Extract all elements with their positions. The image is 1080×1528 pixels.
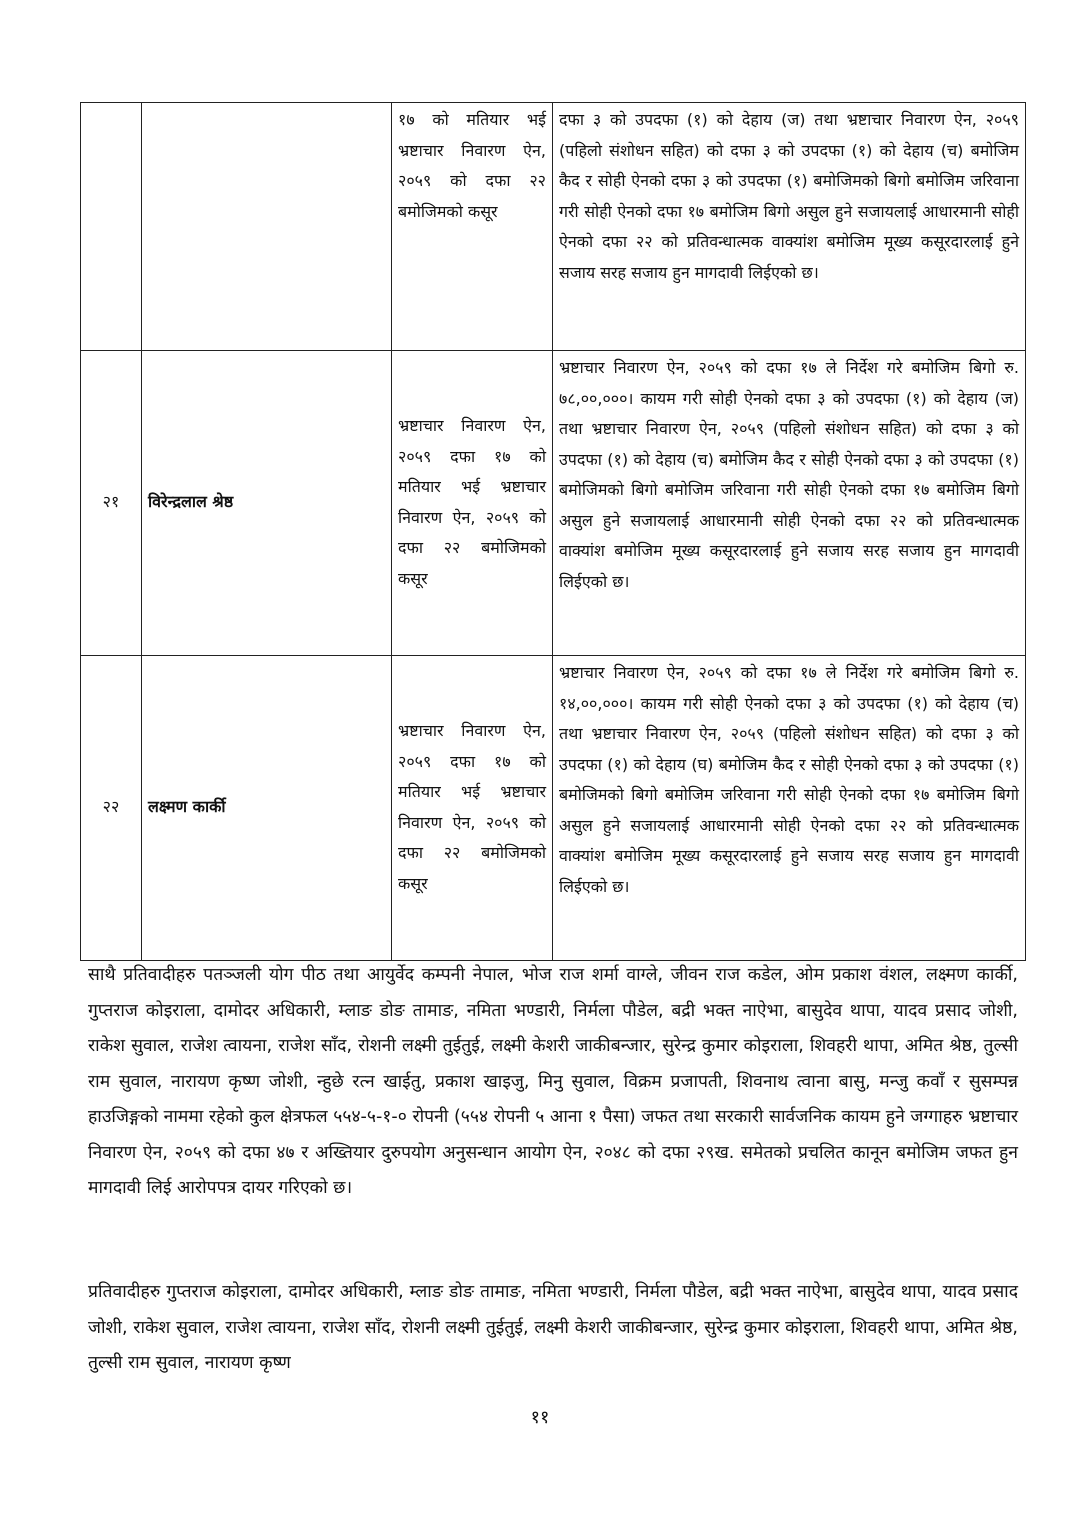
table-row bbox=[81, 656, 1026, 961]
serial-cell: २२ bbox=[81, 656, 142, 961]
offence-cell: भ्रष्टाचार निवारण ऐन, २०५९ दफा १७ को मतियार भई भ्रष्टाचार निवारण ऐन, २०५९ को दफा २२ बमोजिमको कसूर bbox=[392, 656, 553, 961]
table-row bbox=[81, 103, 1026, 351]
defendant-name-cell bbox=[142, 103, 392, 351]
serial-cell bbox=[81, 103, 142, 351]
table-row bbox=[81, 351, 1026, 656]
claim-cell: भ्रष्टाचार निवारण ऐन, २०५९ को दफा १७ ले निर्देश गरे बमोजिम बिगो रु. ७८,००,०००। कायम गरी सोही ऐनको दफा ३ को उपदफा (१) को देहाय (ज) तथा भ्रष्टाचार निवारण ऐन, २०५९ (पहिलो संशोधन सहित) को दफा ३ को उपदफा (१) को देहाय (च) बमोजिम कैद र सोही ऐनको दफा ३ को उपदफा (१) बमोजिमको बिगो बमोजिम जरिवाना गरी सोही ऐनको दफा १७ बमोजिम बिगो असुल हुने सजायलाई आधारमानी सोही ऐनको दफा २२ को प्रतिवन्धात्मक वाक्यांश बमोजिम मूख्य कसूरदारलाई हुने सजाय सरह सजाय हुन मागदावी लिईएको छ। bbox=[553, 351, 1026, 656]
page-number: ११ bbox=[530, 1407, 550, 1428]
charge-sheet-table bbox=[80, 102, 1026, 961]
serial-cell: २१ bbox=[81, 351, 142, 656]
body-paragraph: प्रतिवादीहरु गुप्तराज कोइराला, दामोदर अधिकारी, म्लाङ डोङ तामाङ, नमिता भण्डारी, निर्मला पौडेल, बद्री भक्त नाऐभा, बासुदेव थापा, यादव प्रसाद जोशी, राकेश सुवाल, राजेश त्वायना, राजेश साँद, रोशनी लक्ष्मी तुईतुई, लक्ष्मी केशरी जाकीबन्जार, सुरेन्द्र कुमार कोइराला, शिवहरी थापा, अमित श्रेष्ठ, तुल्सी राम सुवाल, नारायण कृष्ण bbox=[88, 1282, 1018, 1373]
offence-cell: भ्रष्टाचार निवारण ऐन, २०५९ दफा १७ को मतियार भई भ्रष्टाचार निवारण ऐन, २०५९ को दफा २२ बमोजिमको कसूर bbox=[392, 351, 553, 656]
claim-cell: दफा ३ को उपदफा (१) को देहाय (ज) तथा भ्रष्टाचार निवारण ऐन, २०५९ (पहिलो संशोधन सहित) को दफा ३ को उपदफा (१) को देहाय (च) बमोजिम कैद र सोही ऐनको दफा ३ को उपदफा (१) बमोजिमको बिगो बमोजिम जरिवाना गरी सोही ऐनको दफा १७ बमोजिम बिगो असुल हुने सजायलाई आधारमानी सोही ऐनको दफा २२ को प्रतिवन्धात्मक वाक्यांश बमोजिम मूख्य कसूरदारलाई हुने सजाय सरह सजाय हुन मागदावी लिईएको छ। bbox=[553, 103, 1026, 351]
body-paragraph: साथै प्रतिवादीहरु पतञ्जली योग पीठ तथा आयुर्वेद कम्पनी नेपाल, भोज राज शर्मा वाग्ले, जीवन राज कडेल, ओम प्रकाश वंशल, लक्ष्मण कार्की, गुप्तराज कोइराला, दामोदर अधिकारी, म्लाङ डोङ तामाङ, नमिता भण्डारी, निर्मला पौडेल, बद्री भक्त नाऐभा, बासुदेव थापा, यादव प्रसाद जोशी, राकेश सुवाल, राजेश त्वायना, राजेश साँद, रोशनी लक्ष्मी तुईतुई, लक्ष्मी केशरी जाकीबन्जार, सुरेन्द्र कुमार कोइराला, शिवहरी थापा, अमित श्रेष्ठ, तुल्सी राम सुवाल, नारायण कृष्ण जोशी, न्हुछे रत्न खाईतु, प्रकाश खाइजु, मिनु सुवाल, विक्रम प्रजापती, शिवनाथ त्वाना बासु, मन्जु कवाँ र सुसम्पन्न हाउजिङ्गको नाममा रहेको कुल क्षेत्रफल ५५४-५-१-० रोपनी (५५४ रोपनी ५ आना १ पैसा) जफत तथा सरकारी सार्वजनिक कायम हुने जग्गाहरु भ्रष्टाचार निवारण ऐन, २०५९ को दफा ४७ र अख्तियार दुरुपयोग अनुसन्धान आयोग ऐन, २०४८ को दफा २९ख. समेतको प्रचलित कानून बमोजिम जफत हुन मागदावी लिई आरोपपत्र दायर गरिएको छ। bbox=[88, 965, 1018, 1198]
offence-cell: १७ को मतियार भई भ्रष्टाचार निवारण ऐन, २०५९ को दफा २२ बमोजिमको कसूर bbox=[392, 103, 553, 351]
defendant-name-cell: लक्ष्मण कार्की bbox=[142, 656, 392, 961]
claim-cell: भ्रष्टाचार निवारण ऐन, २०५९ को दफा १७ ले निर्देश गरे बमोजिम बिगो रु. १४,००,०००। कायम गरी सोही ऐनको दफा ३ को उपदफा (१) को देहाय (च) तथा भ्रष्टाचार निवारण ऐन, २०५९ (पहिलो संशोधन सहित) को दफा ३ को उपदफा (१) को देहाय (घ) बमोजिम कैद र सोही ऐनको दफा ३ को उपदफा (१) बमोजिमको बिगो बमोजिम जरिवाना गरी सोही ऐनको दफा १७ बमोजिम बिगो असुल हुने सजायलाई आधारमानी सोही ऐनको दफा २२ को प्रतिवन्धात्मक वाक्यांश बमोजिम मूख्य कसूरदारलाई हुने सजाय सरह सजाय हुन मागदावी लिईएको छ। bbox=[553, 656, 1026, 961]
defendant-name-cell: विरेन्द्रलाल श्रेष्ठ bbox=[142, 351, 392, 656]
